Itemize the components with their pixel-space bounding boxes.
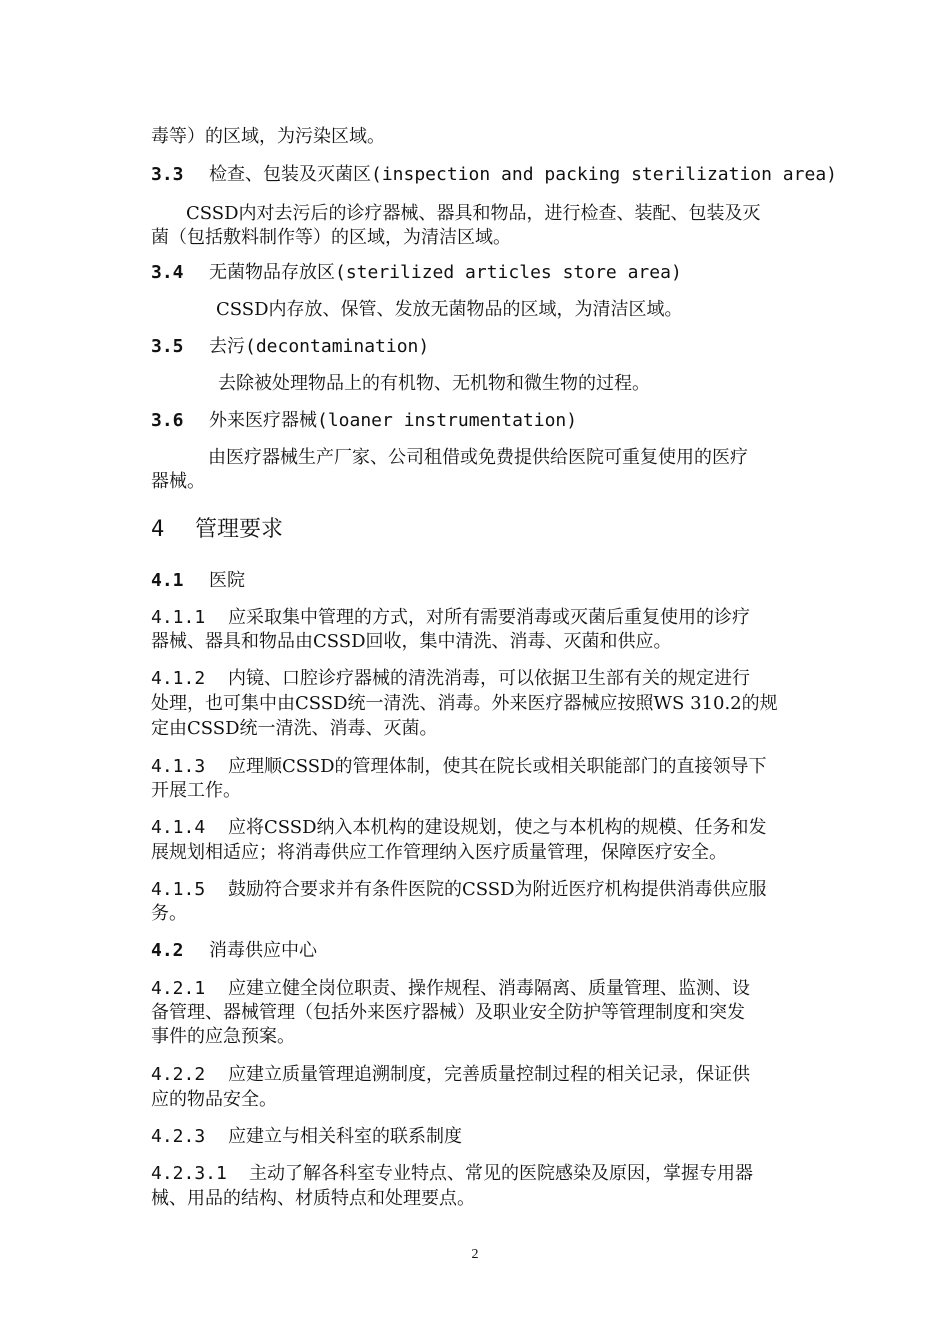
paragraph-line: 展规划相适应；将消毒供应工作管理纳入医疗质量管理，保障医疗安全。 [151,842,727,863]
paragraph-line: 去除被处理物品上的有机物、无机物和微生物的过程。 [218,373,650,394]
clause-4-2-1: 4.2.1 应建立健全岗位职责、操作规程、消毒隔离、质量管理、监测、设 [151,978,750,999]
paragraph-line: 务。 [151,903,187,924]
paragraph-line: 事件的应急预案。 [151,1026,295,1047]
section-heading-4-1: 4.1 医院 [151,570,245,591]
section-heading-3-6: 3.6 外来医疗器械(loaner instrumentation) [151,410,578,431]
paragraph-line: 毒等）的区域，为污染区域。 [151,126,385,147]
section-heading-3-5: 3.5 去污(decontamination) [151,336,430,357]
clause-4-1-5: 4.1.5 鼓励符合要求并有条件医院的CSSD为附近医疗机构提供消毒供应服 [151,879,767,900]
paragraph-line: 器械、器具和物品由CSSD回收，集中清洗、消毒、灭菌和供应。 [151,631,672,652]
clause-4-2-3-1: 4.2.3.1 主动了解各科室专业特点、常见的医院感染及原因，掌握专用器 [151,1163,753,1184]
clause-4-2-2: 4.2.2 应建立质量管理追溯制度，完善质量控制过程的相关记录，保证供 [151,1064,750,1085]
clause-4-1-1: 4.1.1 应采取集中管理的方式，对所有需要消毒或灭菌后重复使用的诊疗 [151,607,750,628]
paragraph-line: CSSD内对去污后的诊疗器械、器具和物品，进行检查、装配、包装及灭 [186,203,761,224]
section-heading-4-2: 4.2 消毒供应中心 [151,940,317,961]
section-heading-3-4: 3.4 无菌物品存放区(sterilized articles store area) [151,262,682,283]
paragraph-line: 开展工作。 [151,780,241,801]
clause-4-2-3: 4.2.3 应建立与相关科室的联系制度 [151,1126,462,1147]
paragraph-line: 器械。 [151,471,205,492]
paragraph-line: 处理，也可集中由CSSD统一清洗、消毒。外来医疗器械应按照WS 310.2的规 [151,693,778,714]
paragraph-line: 备管理、器械管理（包括外来医疗器械）及职业安全防护等管理制度和突发 [151,1002,745,1023]
chapter-heading-4: 4 管理要求 [151,517,284,542]
page-number: 2 [471,1247,479,1262]
paragraph-line: CSSD内存放、保管、发放无菌物品的区域，为清洁区域。 [216,299,683,320]
paragraph-line: 由医疗器械生产厂家、公司租借或免费提供给医院可重复使用的医疗 [208,447,748,468]
clause-4-1-4: 4.1.4 应将CSSD纳入本机构的建设规划，使之与本机构的规模、任务和发 [151,817,767,838]
paragraph-line: 菌（包括敷料制作等）的区域，为清洁区域。 [151,227,511,248]
clause-4-1-2: 4.1.2 内镜、口腔诊疗器械的清洗消毒，可以依据卫生部有关的规定进行 [151,668,750,689]
paragraph-line: 应的物品安全。 [151,1089,277,1110]
section-heading-3-3: 3.3 检查、包装及灭菌区(inspection and packing sterilization area) [151,164,837,185]
clause-4-1-3: 4.1.3 应理顺CSSD的管理体制，使其在院长或相关职能部门的直接领导下 [151,756,767,777]
paragraph-line: 定由CSSD统一清洗、消毒、灭菌。 [151,718,438,739]
paragraph-line: 械、用品的结构、材质特点和处理要点。 [151,1188,475,1209]
